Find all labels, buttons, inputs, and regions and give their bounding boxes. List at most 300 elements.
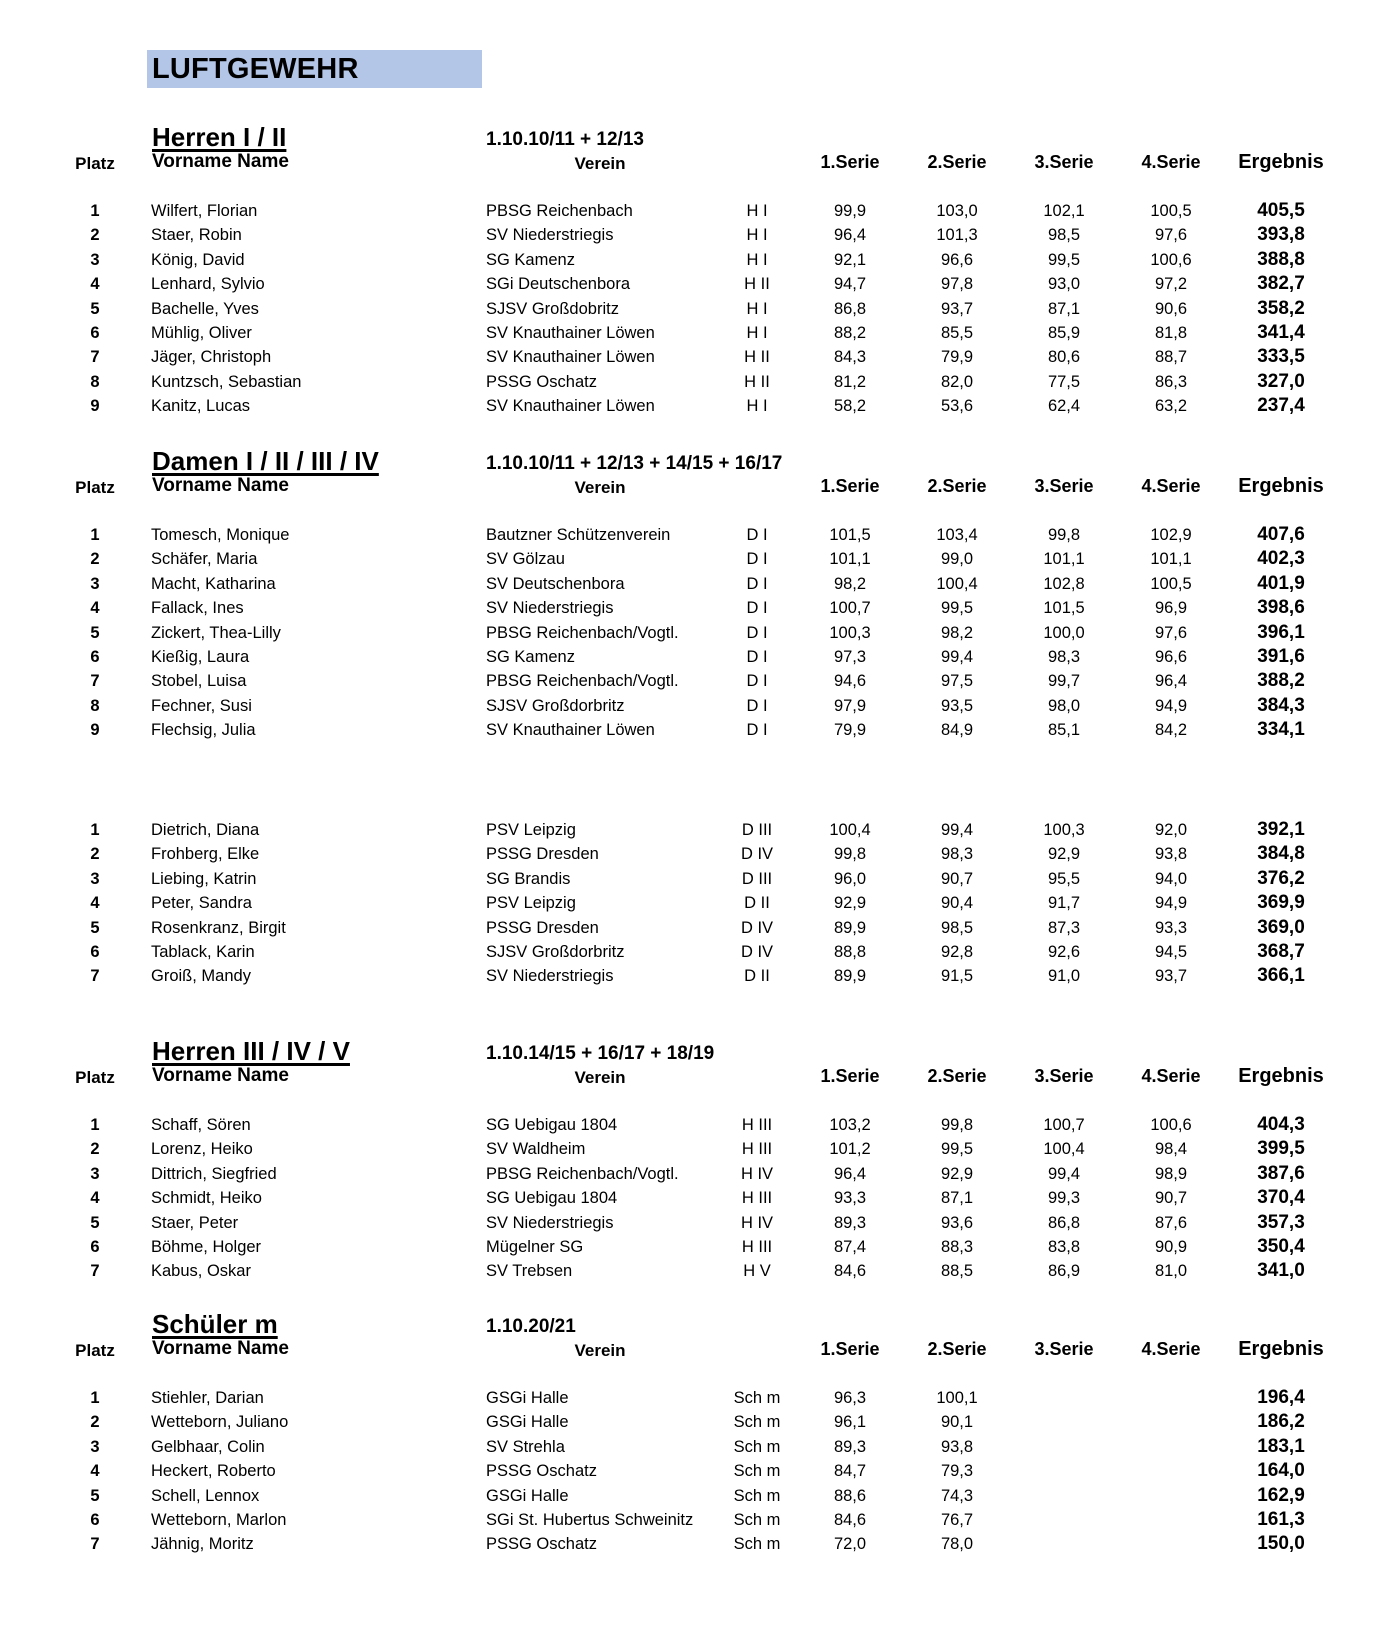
rank-cell: 2 xyxy=(90,226,100,245)
total-result-cell: 334,1 xyxy=(1257,719,1305,741)
column-header-serie1: 1.Serie xyxy=(820,1339,880,1359)
club-cell: SJSV Großdobritz xyxy=(486,299,619,318)
class-cell: D I xyxy=(746,550,768,569)
series2-cell: 98,2 xyxy=(940,623,974,642)
total-result-cell: 401,9 xyxy=(1257,572,1305,594)
rank-cell: 4 xyxy=(90,1462,100,1481)
shooter-name-cell: Kabus, Oskar xyxy=(151,1262,251,1281)
rank-cell: 2 xyxy=(90,550,100,569)
table-row xyxy=(0,843,1388,868)
class-cell: H II xyxy=(744,372,770,391)
rank-cell: 1 xyxy=(90,202,100,220)
class-cell: D I xyxy=(746,574,768,593)
column-header-platz: Platz xyxy=(75,1068,115,1087)
shooter-name-cell: Schmidt, Heiko xyxy=(151,1189,262,1208)
column-header-serie4: 4.Serie xyxy=(1141,1066,1201,1086)
series2-cell: 92,9 xyxy=(940,1164,974,1183)
series3-cell: 86,9 xyxy=(1047,1262,1081,1281)
series4-cell: 97,6 xyxy=(1154,623,1188,642)
table-row xyxy=(0,1387,1388,1412)
total-result-cell: 368,7 xyxy=(1257,941,1305,962)
class-cell: H I xyxy=(746,250,768,269)
total-result-cell: 366,1 xyxy=(1257,965,1305,987)
rank-cell: 4 xyxy=(90,1189,100,1208)
table-row xyxy=(0,322,1388,347)
series2-cell: 100,1 xyxy=(936,1389,978,1407)
rank-cell: 7 xyxy=(90,1262,100,1281)
club-cell: SG Uebigau 1804 xyxy=(486,1189,618,1208)
class-cell: D I xyxy=(746,623,768,642)
series2-cell: 99,4 xyxy=(940,648,974,666)
series3-cell: 80,6 xyxy=(1047,348,1081,367)
series3-cell: 99,8 xyxy=(1047,526,1081,544)
series4-cell: 97,2 xyxy=(1154,275,1188,294)
total-result-cell: 162,9 xyxy=(1257,1484,1305,1506)
rank-cell: 7 xyxy=(90,348,100,367)
series1-cell: 100,3 xyxy=(829,623,871,642)
rank-cell: 6 xyxy=(90,648,100,666)
table-row xyxy=(0,224,1388,249)
table-row xyxy=(0,298,1388,323)
series3-cell: 87,1 xyxy=(1047,299,1081,318)
series1-cell: 89,3 xyxy=(833,1437,867,1456)
shooter-name-cell: Frohberg, Elke xyxy=(151,845,260,864)
series2-cell: 74,3 xyxy=(940,1486,974,1505)
shooter-name-cell: Flechsig, Julia xyxy=(151,721,256,740)
shooter-name-cell: Schell, Lennox xyxy=(151,1486,260,1505)
total-result-cell: 161,3 xyxy=(1257,1509,1305,1530)
total-result-cell: 327,0 xyxy=(1257,370,1305,392)
rank-cell: 5 xyxy=(90,1213,100,1232)
column-header-serie2: 2.Serie xyxy=(927,476,987,496)
club-cell: SV Knauthainer Löwen xyxy=(486,324,655,342)
total-result-cell: 150,0 xyxy=(1257,1533,1305,1555)
rank-cell: 3 xyxy=(90,574,100,593)
rank-cell: 7 xyxy=(90,672,100,691)
series2-cell: 76,7 xyxy=(940,1511,974,1529)
series4-cell: 90,6 xyxy=(1154,299,1188,318)
table-row xyxy=(0,622,1388,647)
total-result-cell: 399,5 xyxy=(1257,1138,1305,1160)
series2-cell: 79,3 xyxy=(940,1462,974,1481)
shooter-name-cell: Dietrich, Diana xyxy=(151,821,260,839)
series3-cell: 85,1 xyxy=(1047,721,1081,740)
total-result-cell: 376,2 xyxy=(1257,867,1305,889)
table-row xyxy=(0,1260,1388,1285)
shooter-name-cell: Wetteborn, Marlon xyxy=(151,1511,287,1529)
series2-cell: 103,0 xyxy=(936,202,978,220)
club-cell: PSSG Dresden xyxy=(486,918,599,937)
table-row xyxy=(0,395,1388,420)
series3-cell: 85,9 xyxy=(1047,324,1081,342)
rank-cell: 1 xyxy=(90,1116,100,1134)
column-header-ergebnis: Ergebnis xyxy=(1238,1338,1324,1360)
series1-cell: 84,6 xyxy=(833,1511,867,1529)
column-header-verein: Verein xyxy=(574,154,626,173)
table-row xyxy=(0,1411,1388,1436)
series4-cell: 96,6 xyxy=(1154,648,1188,666)
club-cell: PSV Leipzig xyxy=(486,821,576,839)
club-cell: GSGi Halle xyxy=(486,1486,569,1505)
class-cell: H I xyxy=(746,299,768,318)
shooter-name-cell: Kanitz, Lucas xyxy=(151,397,251,416)
shooter-name-cell: Macht, Katharina xyxy=(151,574,276,593)
shooter-name-cell: Stiehler, Darian xyxy=(151,1389,264,1407)
series1-cell: 94,7 xyxy=(833,275,867,294)
series4-cell: 63,2 xyxy=(1154,397,1188,416)
series2-cell: 93,7 xyxy=(940,299,974,318)
series3-cell: 98,5 xyxy=(1047,226,1081,245)
club-cell: SV Deutschenbora xyxy=(486,574,625,593)
series2-cell: 79,9 xyxy=(940,348,974,367)
rank-cell: 5 xyxy=(90,623,100,642)
series3-cell: 92,6 xyxy=(1047,943,1081,961)
series3-cell: 102,8 xyxy=(1043,574,1085,593)
section-class-codes: 1.10.14/15 + 16/17 + 18/19 xyxy=(486,1043,715,1064)
column-header-ergebnis: Ergebnis xyxy=(1238,475,1324,497)
rank-cell: 4 xyxy=(90,894,100,913)
table-row xyxy=(0,719,1388,744)
table-row xyxy=(0,597,1388,622)
column-header-serie3: 3.Serie xyxy=(1034,1066,1094,1086)
rank-cell: 9 xyxy=(90,397,100,416)
series2-cell: 53,6 xyxy=(940,397,974,416)
document-title-banner xyxy=(147,50,482,88)
series1-cell: 72,0 xyxy=(833,1535,867,1554)
class-cell: Sch m xyxy=(733,1413,781,1432)
class-cell: H I xyxy=(746,202,768,220)
series4-cell: 87,6 xyxy=(1154,1213,1188,1232)
shooter-name-cell: Staer, Robin xyxy=(151,226,242,245)
table-row xyxy=(0,1436,1388,1461)
shooter-name-cell: Jäger, Christoph xyxy=(151,348,272,367)
club-cell: PBSG Reichenbach/Vogtl. xyxy=(486,1164,679,1183)
club-cell: PSSG Oschatz xyxy=(486,1535,597,1554)
rank-cell: 2 xyxy=(90,1140,100,1159)
series3-cell: 101,1 xyxy=(1043,550,1085,569)
series3-cell: 100,4 xyxy=(1043,1140,1085,1159)
column-header-ergebnis: Ergebnis xyxy=(1238,151,1324,173)
table-row xyxy=(0,1163,1388,1188)
table-row xyxy=(0,1533,1388,1558)
series3-cell: 99,4 xyxy=(1047,1164,1081,1183)
class-cell: H II xyxy=(744,275,770,294)
shooter-name-cell: Schaff, Sören xyxy=(151,1116,251,1134)
shooter-name-cell: Kießig, Laura xyxy=(151,648,250,666)
series1-cell: 97,9 xyxy=(833,696,867,715)
column-header-serie3: 3.Serie xyxy=(1034,152,1094,172)
series2-cell: 90,1 xyxy=(940,1413,974,1432)
rank-cell: 3 xyxy=(90,869,100,888)
series1-cell: 81,2 xyxy=(833,372,867,391)
series1-cell: 86,8 xyxy=(833,299,867,318)
section-title: Herren I / II xyxy=(152,122,287,152)
club-cell: SG Uebigau 1804 xyxy=(486,1116,618,1134)
shooter-name-cell: Tomesch, Monique xyxy=(151,526,290,544)
club-cell: SV Trebsen xyxy=(486,1262,573,1281)
shooter-name-cell: Wilfert, Florian xyxy=(151,202,258,220)
class-cell: Sch m xyxy=(733,1511,781,1529)
table-row xyxy=(0,371,1388,396)
series1-cell: 79,9 xyxy=(833,721,867,740)
column-header-serie4: 4.Serie xyxy=(1141,152,1201,172)
club-cell: SV Niederstriegis xyxy=(486,599,614,618)
club-cell: SV Knauthainer Löwen xyxy=(486,721,655,740)
column-header-serie1: 1.Serie xyxy=(820,152,880,172)
table-row xyxy=(0,573,1388,598)
column-header-serie1: 1.Serie xyxy=(820,1066,880,1086)
series3-cell: 99,7 xyxy=(1047,672,1081,691)
series2-cell: 87,1 xyxy=(940,1189,974,1208)
club-cell: SJSV Großdorbritz xyxy=(486,943,625,961)
series3-cell: 95,5 xyxy=(1047,869,1081,888)
class-cell: D II xyxy=(744,967,770,986)
series1-cell: 96,1 xyxy=(833,1413,867,1432)
series2-cell: 93,5 xyxy=(940,696,974,715)
shooter-name-cell: Böhme, Holger xyxy=(151,1238,262,1256)
series1-cell: 98,2 xyxy=(833,574,867,593)
shooter-name-cell: Bachelle, Yves xyxy=(151,299,259,318)
series4-cell: 94,9 xyxy=(1154,696,1188,715)
series2-cell: 78,0 xyxy=(940,1535,974,1554)
class-cell: H I xyxy=(746,226,768,245)
table-row xyxy=(0,249,1388,274)
series2-cell: 91,5 xyxy=(940,967,974,986)
series1-cell: 89,9 xyxy=(833,967,867,986)
series2-cell: 99,8 xyxy=(940,1116,974,1134)
class-cell: D IV xyxy=(740,845,774,864)
rank-cell: 7 xyxy=(90,1535,100,1554)
table-row xyxy=(0,1509,1388,1534)
total-result-cell: 407,6 xyxy=(1257,524,1305,545)
rank-cell: 6 xyxy=(90,1511,100,1529)
rank-cell: 5 xyxy=(90,918,100,937)
column-header-serie4: 4.Serie xyxy=(1141,1339,1201,1359)
shooter-name-cell: Fechner, Susi xyxy=(151,696,252,715)
series4-cell: 84,2 xyxy=(1154,721,1188,740)
series2-cell: 84,9 xyxy=(940,721,974,740)
column-header-serie2: 2.Serie xyxy=(927,1339,987,1359)
series1-cell: 89,9 xyxy=(833,918,867,937)
club-cell: GSGi Halle xyxy=(486,1389,569,1407)
class-cell: Sch m xyxy=(733,1437,781,1456)
series2-cell: 99,0 xyxy=(940,550,974,569)
series1-cell: 88,2 xyxy=(833,324,867,342)
club-cell: SG Brandis xyxy=(486,869,571,888)
shooter-name-cell: Kuntzsch, Sebastian xyxy=(151,372,302,391)
series2-cell: 99,5 xyxy=(940,1140,974,1159)
series2-cell: 97,8 xyxy=(940,275,974,294)
table-row xyxy=(0,1212,1388,1237)
club-cell: PBSG Reichenbach/Vogtl. xyxy=(486,623,679,642)
club-cell: SV Niederstriegis xyxy=(486,967,614,986)
series4-cell: 98,4 xyxy=(1154,1140,1188,1159)
series1-cell: 96,3 xyxy=(833,1389,867,1407)
table-row xyxy=(0,695,1388,720)
club-cell: PBSG Reichenbach/Vogtl. xyxy=(486,672,679,691)
rank-cell: 6 xyxy=(90,943,100,961)
class-cell: D I xyxy=(746,648,768,666)
rank-cell: 8 xyxy=(90,372,100,391)
total-result-cell: 382,7 xyxy=(1257,273,1305,295)
total-result-cell: 405,5 xyxy=(1257,200,1305,221)
class-cell: D III xyxy=(741,821,773,839)
series1-cell: 100,4 xyxy=(829,821,871,839)
total-result-cell: 333,5 xyxy=(1257,346,1305,368)
series3-cell: 92,9 xyxy=(1047,845,1081,864)
series2-cell: 98,5 xyxy=(940,918,974,937)
table-row xyxy=(0,868,1388,893)
class-cell: D I xyxy=(746,696,768,715)
class-cell: H III xyxy=(741,1189,773,1208)
total-result-cell: 350,4 xyxy=(1257,1236,1305,1257)
column-header-verein: Verein xyxy=(574,1341,626,1360)
table-row xyxy=(0,1138,1388,1163)
rank-cell: 5 xyxy=(90,1486,100,1505)
column-header-serie1: 1.Serie xyxy=(820,476,880,496)
shooter-name-cell: Tablack, Karin xyxy=(151,943,255,961)
series4-cell: 86,3 xyxy=(1154,372,1188,391)
series3-cell: 102,1 xyxy=(1043,202,1085,220)
rank-cell: 1 xyxy=(90,821,100,839)
class-cell: H IV xyxy=(740,1164,774,1183)
club-cell: SG Kamenz xyxy=(486,250,575,269)
series3-cell: 86,8 xyxy=(1047,1213,1081,1232)
series1-cell: 89,3 xyxy=(833,1213,867,1232)
rank-cell: 1 xyxy=(90,526,100,544)
series3-cell: 101,5 xyxy=(1043,599,1085,618)
total-result-cell: 358,2 xyxy=(1257,297,1305,319)
shooter-name-cell: Schäfer, Maria xyxy=(151,550,258,569)
column-header-serie4: 4.Serie xyxy=(1141,476,1201,496)
total-result-cell: 384,8 xyxy=(1257,843,1305,865)
series2-cell: 88,3 xyxy=(940,1238,974,1256)
class-cell: D III xyxy=(741,869,773,888)
total-result-cell: 384,3 xyxy=(1257,694,1305,716)
total-result-cell: 341,0 xyxy=(1257,1260,1305,1282)
club-cell: Mügelner SG xyxy=(486,1238,584,1256)
series4-cell: 94,9 xyxy=(1154,894,1188,913)
series2-cell: 82,0 xyxy=(940,372,974,391)
rank-cell: 4 xyxy=(90,275,100,294)
series1-cell: 58,2 xyxy=(833,397,867,416)
series2-cell: 92,8 xyxy=(940,943,974,961)
class-cell: D IV xyxy=(740,943,774,961)
table-row xyxy=(0,917,1388,942)
document-title: LUFTGEWEHR xyxy=(152,53,359,85)
section-title: Schüler m xyxy=(152,1309,278,1339)
table-row xyxy=(0,273,1388,298)
table-row xyxy=(0,1460,1388,1485)
rank-cell: 2 xyxy=(90,845,100,864)
table-row xyxy=(0,892,1388,917)
rank-cell: 2 xyxy=(90,1413,100,1432)
table-row xyxy=(0,965,1388,990)
series3-cell: 98,0 xyxy=(1047,696,1081,715)
series4-cell: 81,8 xyxy=(1154,324,1188,342)
series3-cell: 62,4 xyxy=(1047,397,1081,416)
shooter-name-cell: Wetteborn, Juliano xyxy=(151,1413,289,1432)
shooter-name-cell: Gelbhaar, Colin xyxy=(151,1437,265,1456)
table-row xyxy=(0,1187,1388,1212)
class-cell: Sch m xyxy=(733,1535,781,1554)
total-result-cell: 402,3 xyxy=(1257,548,1305,570)
club-cell: SV Knauthainer Löwen xyxy=(486,348,655,367)
rank-cell: 9 xyxy=(90,721,100,740)
class-cell: Sch m xyxy=(733,1486,781,1505)
series4-cell: 90,7 xyxy=(1154,1189,1188,1208)
total-result-cell: 183,1 xyxy=(1257,1435,1305,1457)
series1-cell: 92,9 xyxy=(833,894,867,913)
series3-cell: 91,0 xyxy=(1047,967,1081,986)
series2-cell: 99,5 xyxy=(940,599,974,618)
total-result-cell: 392,1 xyxy=(1257,819,1305,840)
class-cell: H II xyxy=(744,348,770,367)
series1-cell: 99,8 xyxy=(833,845,867,864)
rank-cell: 3 xyxy=(90,1437,100,1456)
class-cell: H III xyxy=(741,1140,773,1159)
total-result-cell: 387,6 xyxy=(1257,1162,1305,1184)
class-cell: H III xyxy=(741,1116,773,1134)
series4-cell: 102,9 xyxy=(1150,526,1192,544)
total-result-cell: 357,3 xyxy=(1257,1211,1305,1233)
series1-cell: 84,7 xyxy=(833,1462,867,1481)
class-cell: Sch m xyxy=(733,1462,781,1481)
series1-cell: 88,6 xyxy=(833,1486,867,1505)
club-cell: PSV Leipzig xyxy=(486,894,576,913)
rank-cell: 6 xyxy=(90,1238,100,1256)
shooter-name-cell: Lorenz, Heiko xyxy=(151,1140,253,1159)
rank-cell: 7 xyxy=(90,967,100,986)
series1-cell: 100,7 xyxy=(829,599,871,618)
series1-cell: 101,5 xyxy=(829,526,871,544)
club-cell: SJSV Großdorbritz xyxy=(486,696,625,715)
total-result-cell: 369,9 xyxy=(1257,892,1305,914)
series3-cell: 91,7 xyxy=(1047,894,1081,913)
series4-cell: 93,8 xyxy=(1154,845,1188,864)
column-header-serie2: 2.Serie xyxy=(927,1066,987,1086)
club-cell: PSSG Oschatz xyxy=(486,1462,597,1481)
class-cell: D I xyxy=(746,672,768,691)
shooter-name-cell: Peter, Sandra xyxy=(151,894,252,913)
shooter-name-cell: Fallack, Ines xyxy=(151,599,244,618)
series4-cell: 96,4 xyxy=(1154,672,1188,691)
class-cell: D II xyxy=(744,894,770,913)
series1-cell: 96,4 xyxy=(833,226,867,245)
section-class-codes: 1.10.20/21 xyxy=(486,1316,576,1337)
series4-cell: 100,6 xyxy=(1150,1116,1192,1134)
series3-cell: 99,5 xyxy=(1047,250,1081,269)
class-cell: H III xyxy=(741,1238,773,1256)
series2-cell: 101,3 xyxy=(936,226,978,245)
shooter-name-cell: Jähnig, Moritz xyxy=(151,1535,254,1554)
series1-cell: 97,3 xyxy=(833,648,867,666)
series2-cell: 93,8 xyxy=(940,1437,974,1456)
column-header-verein: Verein xyxy=(574,1068,626,1087)
series4-cell: 88,7 xyxy=(1154,348,1188,367)
series2-cell: 90,7 xyxy=(940,869,974,888)
total-result-cell: 370,4 xyxy=(1257,1187,1305,1209)
series4-cell: 100,6 xyxy=(1150,250,1192,269)
series3-cell: 100,7 xyxy=(1043,1116,1085,1134)
shooter-name-cell: Lenhard, Sylvio xyxy=(151,275,265,294)
table-row xyxy=(0,670,1388,695)
series3-cell: 83,8 xyxy=(1047,1238,1081,1256)
club-cell: GSGi Halle xyxy=(486,1413,569,1432)
series1-cell: 94,6 xyxy=(833,672,867,691)
club-cell: PSSG Oschatz xyxy=(486,372,597,391)
series1-cell: 96,4 xyxy=(833,1164,867,1183)
